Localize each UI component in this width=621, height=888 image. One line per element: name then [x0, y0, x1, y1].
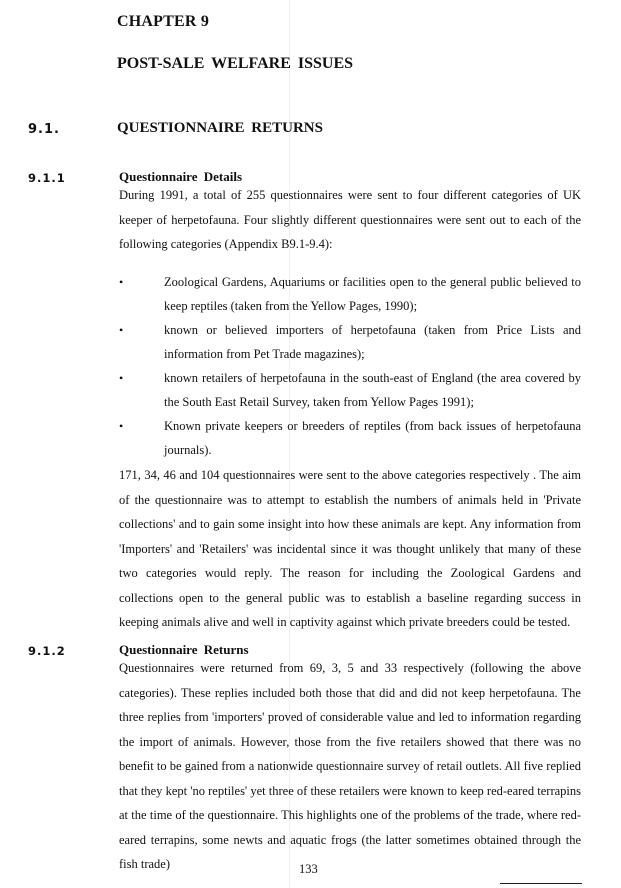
bullet-item-zoos — [119, 270, 581, 318]
bullet-icon: • — [119, 419, 124, 433]
bullet-icon: • — [119, 275, 124, 289]
bullet-item-retailers — [119, 366, 581, 414]
section-number: 9.1. — [28, 122, 60, 137]
chapter-title: POST-SALE WELFARE ISSUES — [117, 55, 354, 72]
bullet-text: Known private keepers or breeders of reptiles (from back issues of herpetofauna journals). — [164, 419, 581, 457]
bullet-item-private-keepers — [119, 414, 581, 462]
subsection-intro-paragraph: During 1991, a total of 255 questionnaires were sent to four different categories of UK keeper of herpetofauna. Four slightly different questionnaires were sent out to each of the following categories (Appendix B9.1-9.4): — [119, 188, 581, 251]
bullet-icon: • — [119, 371, 124, 385]
bullet-item-importers — [119, 318, 581, 366]
section-title: QUESTIONNAIRE RETURNS — [117, 120, 323, 136]
chapter-label: CHAPTER 9 — [117, 13, 210, 30]
subsection-title-9-1-1: Questionnaire Details — [119, 169, 243, 184]
subsection-body-paragraph: Questionnaires were returned from 69, 3, 5 and 33 respectively (following the above categories). These replies included both those that did and did not keep herpetofauna. The three replies from 'importers' proved of considerable value and led to information regarding the import of animals. However, those from the five retailers showed that there was no benefit to be gained from a nationwide questionnaire survey of retail outlets. All five replied that they kept 'no reptiles' yet three of these retailers were known to keep red-eared terrapins at the time of the questionnaire. This highlights one of the problems of the trade, where red-eared terrapins, some newts and aquatic frogs (the latter sometimes obtained through the fish trade) — [119, 661, 581, 871]
subsection-body-paragraph: 171, 34, 46 and 104 questionnaires were sent to the above categories respectively . The aim of the questionnaire was to attempt to establish the numbers of animals held in 'Private collections' and to gain some insight into how these animals are kept. Any information from 'Importers' and 'Retailers' was incidental since it was thought unlikely that many of these two categories would reply. The reason for including the Zoological Gardens and collections open to the general public was to establish a baseline regarding success in keeping animals alive and well in captivity against which private breeders could be tested. — [119, 468, 581, 629]
page-number: 133 — [299, 862, 318, 876]
bullet-icon: • — [119, 323, 124, 337]
subsection-title-9-1-2: Questionnaire Returns — [119, 642, 249, 657]
subsection-number-9-1-1: 9.1.1 — [28, 171, 66, 185]
subsection-number-9-1-2: 9.1.2 — [28, 644, 66, 658]
bullet-text: known or believed importers of herpetofauna (taken from Price Lists and information from Pet Trade magazines); — [164, 323, 581, 361]
bullet-text: Zoological Gardens, Aquariums or facilities open to the general public believed to keep reptiles (taken from the Yellow Pages, 1990); — [164, 275, 581, 313]
bullet-text: known retailers of herpetofauna in the south-east of England (the area covered by the South East Retail Survey, taken from Yellow Pages 1991); — [164, 371, 581, 409]
category-bullet-list — [119, 270, 581, 462]
footer-rule — [500, 883, 582, 884]
